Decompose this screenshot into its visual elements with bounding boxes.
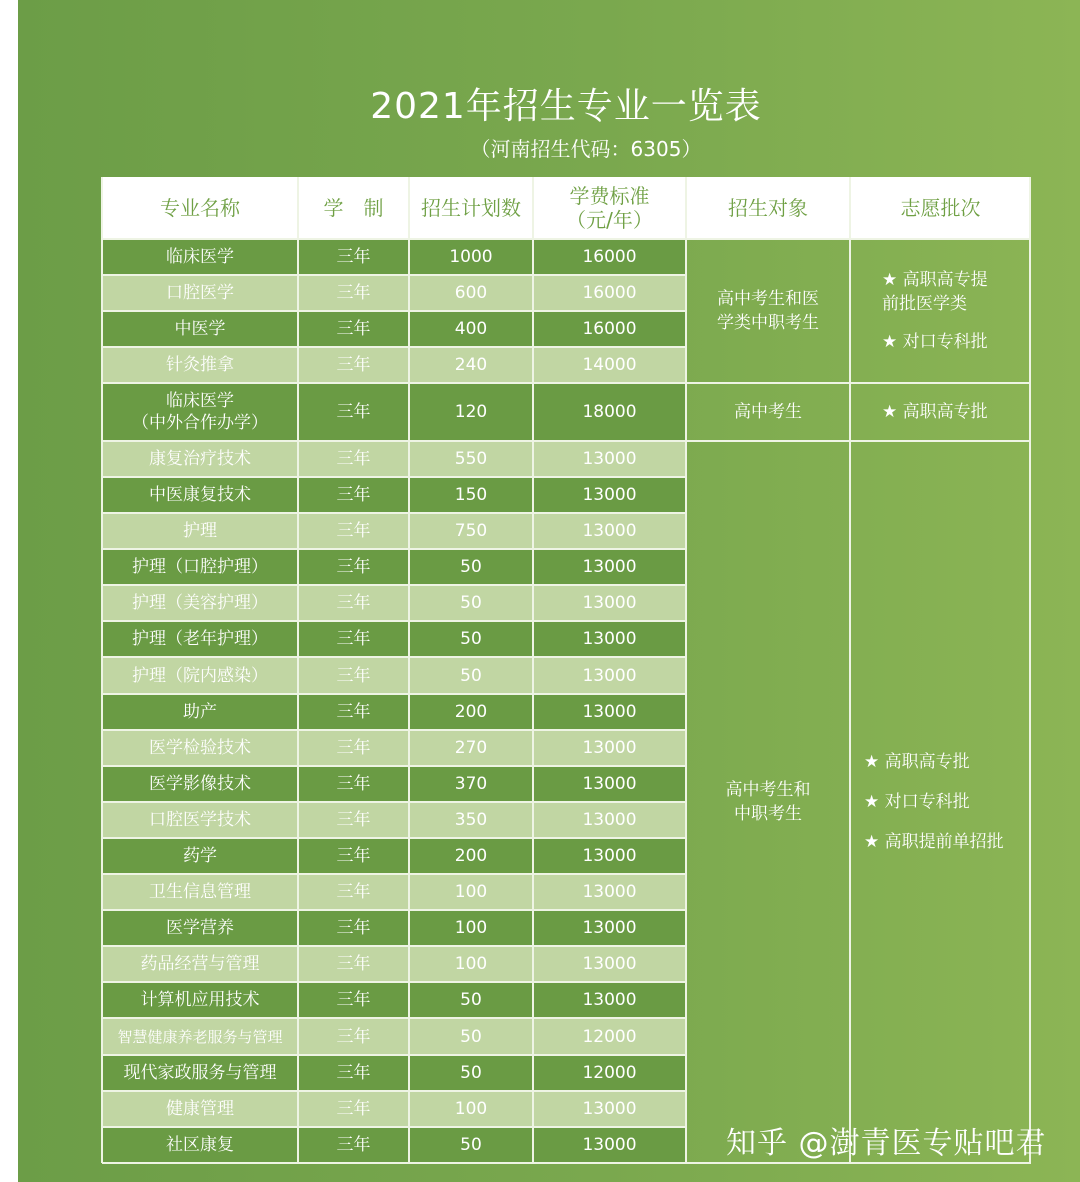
batch-item: ★ 高职提前单招批	[864, 832, 1004, 852]
major-name-cell: 智慧健康养老服务与管理	[102, 1018, 298, 1055]
tuition-cell: 13000	[533, 477, 686, 513]
column-divider	[532, 177, 534, 1163]
watermark: 知乎 @澍青医专贴吧君	[726, 1126, 1047, 1161]
row-divider	[102, 765, 686, 767]
major-name-cell: 护理（院内感染）	[102, 657, 298, 694]
tuition-cell: 13000	[533, 874, 686, 910]
major-name-cell: 药品经营与管理	[102, 946, 298, 982]
plan-count-cell: 270	[409, 730, 533, 766]
tuition-cell: 13000	[533, 694, 686, 730]
batch-item: ★ 对口专科批	[864, 792, 970, 812]
duration-cell: 三年	[298, 730, 409, 766]
major-name-cell: 针灸推拿	[102, 347, 298, 383]
major-name-cell: 中医康复技术	[102, 477, 298, 513]
admission-table	[102, 177, 1031, 1166]
tuition-cell: 13000	[533, 549, 686, 585]
plan-count-cell: 150	[409, 477, 533, 513]
duration-cell: 三年	[298, 549, 409, 585]
plan-count-cell: 50	[409, 1127, 533, 1163]
major-name-cell: 中医学	[102, 311, 298, 347]
column-divider	[685, 177, 687, 1163]
row-divider	[102, 238, 1031, 240]
plan-count-cell: 600	[409, 275, 533, 311]
plan-count-cell: 50	[409, 549, 533, 585]
header-tuition: 学费标准 （元/年）	[533, 177, 686, 239]
row-divider	[102, 909, 686, 911]
duration-cell: 三年	[298, 239, 409, 275]
row-divider	[102, 1017, 686, 1019]
duration-cell: 三年	[298, 1018, 409, 1055]
tuition-cell: 13000	[533, 585, 686, 621]
row-divider	[102, 981, 686, 983]
plan-count-cell: 100	[409, 1091, 533, 1127]
duration-cell: 三年	[298, 874, 409, 910]
duration-cell: 三年	[298, 946, 409, 982]
column-divider	[1029, 177, 1031, 1163]
column-divider	[408, 177, 410, 1163]
row-divider	[102, 512, 686, 514]
tuition-cell: 13000	[533, 1091, 686, 1127]
duration-cell: 三年	[298, 585, 409, 621]
tuition-cell: 13000	[533, 766, 686, 802]
row-divider	[102, 656, 686, 658]
duration-cell: 三年	[298, 1055, 409, 1091]
plan-count-cell: 350	[409, 802, 533, 838]
major-name-cell: 医学检验技术	[102, 730, 298, 766]
plan-count-cell: 370	[409, 766, 533, 802]
tuition-cell: 13000	[533, 838, 686, 874]
row-divider	[102, 873, 686, 875]
header-major-name: 专业名称	[102, 177, 298, 239]
tuition-cell: 13000	[533, 513, 686, 549]
batch-group-cell	[850, 383, 1031, 441]
duration-cell: 三年	[298, 477, 409, 513]
duration-cell: 三年	[298, 657, 409, 694]
tuition-cell: 12000	[533, 1055, 686, 1091]
plan-count-cell: 50	[409, 657, 533, 694]
row-divider	[102, 729, 686, 731]
row-divider	[102, 801, 686, 803]
tuition-cell: 12000	[533, 1018, 686, 1055]
row-divider	[102, 837, 686, 839]
plan-count-cell: 50	[409, 982, 533, 1018]
row-divider	[102, 476, 686, 478]
duration-cell: 三年	[298, 802, 409, 838]
column-divider	[849, 177, 851, 1163]
plan-count-cell: 100	[409, 874, 533, 910]
row-divider	[102, 620, 686, 622]
tuition-cell: 16000	[533, 239, 686, 275]
plan-count-cell: 400	[409, 311, 533, 347]
page-title: 2021年招生专业一览表	[370, 86, 762, 127]
batch-group-cell	[850, 441, 1031, 1163]
tuition-cell: 14000	[533, 347, 686, 383]
row-divider	[102, 693, 686, 695]
tuition-cell: 13000	[533, 910, 686, 946]
plan-count-cell: 50	[409, 585, 533, 621]
plan-count-cell: 120	[409, 383, 533, 441]
major-name-cell: 健康管理	[102, 1091, 298, 1127]
row-divider	[102, 310, 686, 312]
tuition-cell: 13000	[533, 946, 686, 982]
tuition-cell: 13000	[533, 802, 686, 838]
plan-count-cell: 200	[409, 694, 533, 730]
major-name-cell: 临床医学	[102, 239, 298, 275]
row-divider	[102, 1090, 686, 1092]
target-group-cell: 高中考生和 中职考生	[725, 780, 811, 824]
tuition-cell: 13000	[533, 730, 686, 766]
row-divider	[102, 548, 686, 550]
batch-item: ★ 高职高专批	[882, 402, 988, 422]
target-group-cell: 高中考生	[734, 402, 802, 422]
duration-cell: 三年	[298, 910, 409, 946]
duration-cell: 三年	[298, 275, 409, 311]
duration-cell: 三年	[298, 1091, 409, 1127]
plan-count-cell: 100	[409, 946, 533, 982]
tuition-cell: 13000	[533, 657, 686, 694]
major-name-cell: 医学影像技术	[102, 766, 298, 802]
row-divider	[102, 382, 1031, 384]
tuition-cell: 16000	[533, 275, 686, 311]
row-divider	[102, 945, 686, 947]
major-name-cell: 现代家政服务与管理	[102, 1055, 298, 1091]
plan-count-cell: 50	[409, 621, 533, 657]
major-name-cell: 助产	[102, 694, 298, 730]
row-divider	[102, 1054, 686, 1056]
major-name-cell: 卫生信息管理	[102, 874, 298, 910]
major-name-cell: 护理（美容护理）	[102, 585, 298, 621]
plan-count-cell: 750	[409, 513, 533, 549]
duration-cell: 三年	[298, 513, 409, 549]
tuition-cell: 18000	[533, 383, 686, 441]
duration-cell: 三年	[298, 1127, 409, 1163]
header-plan-count: 招生计划数	[409, 177, 533, 239]
header-batch: 志愿批次	[850, 177, 1031, 239]
row-divider	[102, 1126, 686, 1128]
row-divider	[102, 440, 1031, 442]
batch-group-cell	[850, 239, 1031, 383]
header-target: 招生对象	[686, 177, 850, 239]
duration-cell: 三年	[298, 838, 409, 874]
duration-cell: 三年	[298, 383, 409, 441]
batch-item: ★ 高职高专批	[864, 752, 970, 772]
duration-cell: 三年	[298, 621, 409, 657]
row-divider	[102, 584, 686, 586]
duration-cell: 三年	[298, 441, 409, 477]
column-divider	[297, 177, 299, 1163]
tuition-cell: 13000	[533, 982, 686, 1018]
header-duration: 学 制	[298, 177, 409, 239]
batch-item: ★ 对口专科批	[882, 332, 988, 352]
major-name-cell: 护理（老年护理）	[102, 621, 298, 657]
duration-cell: 三年	[298, 694, 409, 730]
plan-count-cell: 200	[409, 838, 533, 874]
plan-count-cell: 240	[409, 347, 533, 383]
major-name-cell: 社区康复	[102, 1127, 298, 1163]
batch-item: ★ 高职高专提 前批医学类	[882, 270, 988, 314]
plan-count-cell: 550	[409, 441, 533, 477]
target-group-cell: 高中考生和医 学类中职考生	[717, 289, 819, 333]
tuition-cell: 13000	[533, 441, 686, 477]
major-name-cell: 护理	[102, 513, 298, 549]
major-name-cell: 口腔医学技术	[102, 802, 298, 838]
row-divider	[102, 1162, 1031, 1164]
major-name-cell: 临床医学 （中外合作办学）	[102, 383, 298, 441]
major-name-cell: 口腔医学	[102, 275, 298, 311]
duration-cell: 三年	[298, 311, 409, 347]
tuition-cell: 13000	[533, 621, 686, 657]
major-name-cell: 护理（口腔护理）	[102, 549, 298, 585]
plan-count-cell: 50	[409, 1055, 533, 1091]
duration-cell: 三年	[298, 766, 409, 802]
duration-cell: 三年	[298, 347, 409, 383]
major-name-cell: 康复治疗技术	[102, 441, 298, 477]
major-name-cell: 药学	[102, 838, 298, 874]
duration-cell: 三年	[298, 982, 409, 1018]
plan-count-cell: 100	[409, 910, 533, 946]
tuition-cell: 16000	[533, 311, 686, 347]
page-subtitle: （河南招生代码：6305）	[470, 137, 702, 161]
column-divider	[101, 177, 103, 1163]
tuition-cell: 13000	[533, 1127, 686, 1163]
plan-count-cell: 50	[409, 1018, 533, 1055]
major-name-cell: 计算机应用技术	[102, 982, 298, 1018]
plan-count-cell: 1000	[409, 239, 533, 275]
row-divider	[102, 346, 686, 348]
major-name-cell: 医学营养	[102, 910, 298, 946]
row-divider	[102, 274, 686, 276]
